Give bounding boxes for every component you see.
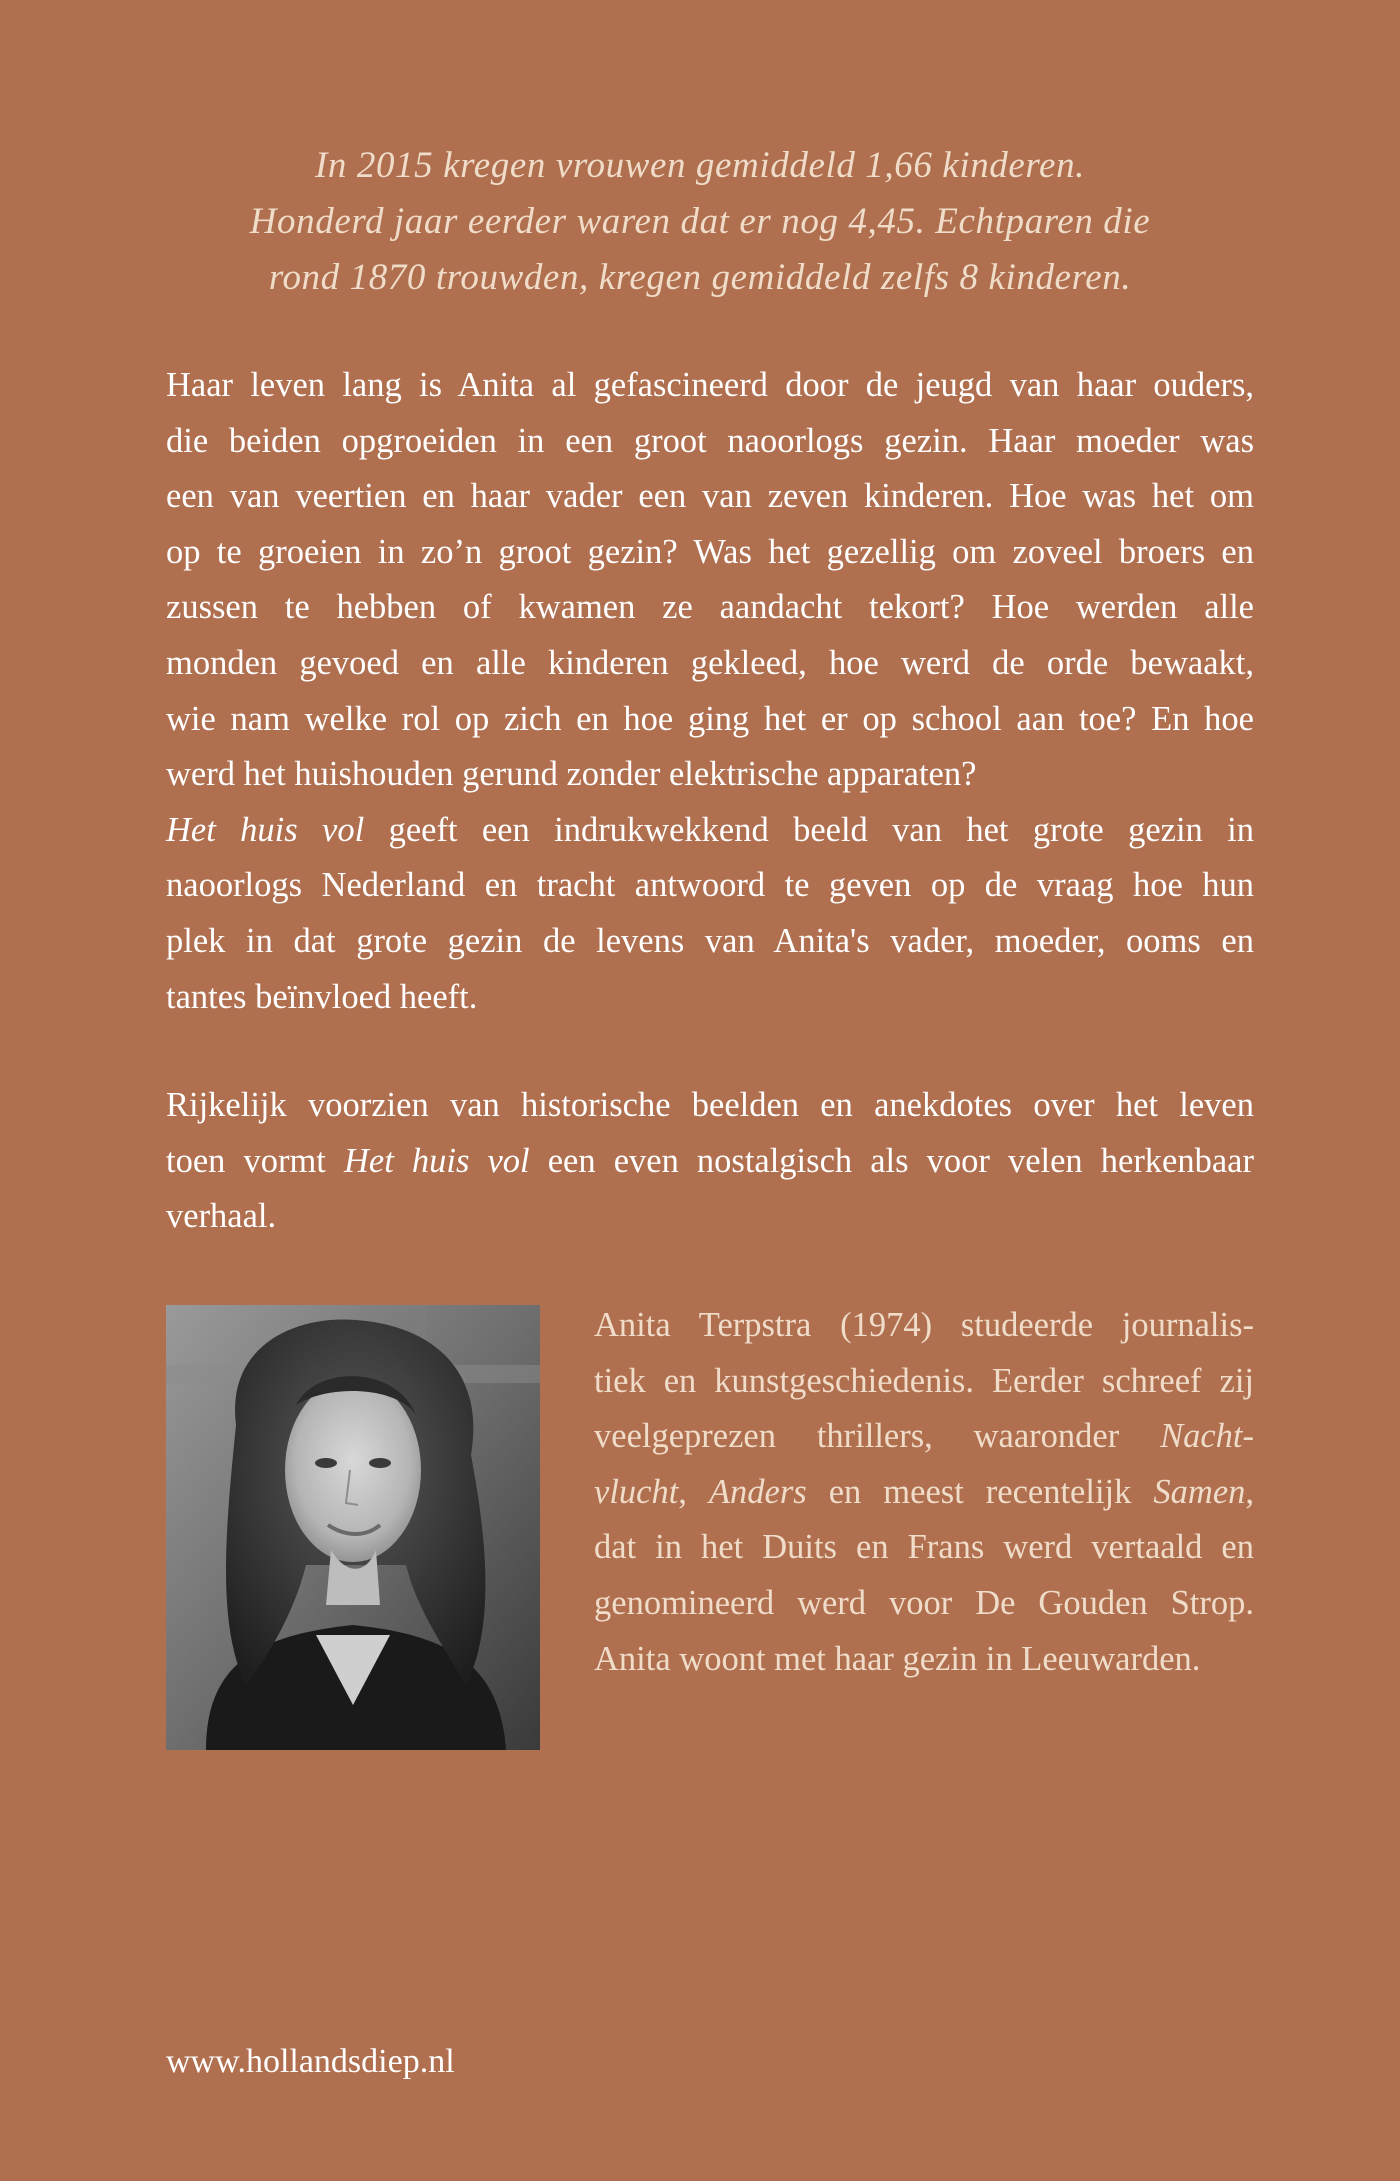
text-line: genomineerd werd voor De Gouden Strop. (594, 1583, 1254, 1622)
author-photo (166, 1305, 540, 1750)
text-line: Anita woont met haar gezin in Leeuwarden. (594, 1639, 1201, 1678)
quote-line: rond 1870 trouwden, kregen gemiddeld zelfs 8 kinderen. (268, 257, 1132, 298)
text-line: Anita Terpstra (1974) studeerde journalis- (594, 1306, 1254, 1344)
author-portrait-image (166, 1305, 540, 1750)
intro-quote (166, 138, 1234, 306)
text-line: een van veertien en haar vader een van zeven kinderen. Hoe was het om (166, 477, 1254, 516)
text-line: tantes beïnvloed heeft. (166, 977, 478, 1016)
text-line: Haar leven lang is Anita al gefascineerd door de jeugd van haar ouders, (166, 366, 1254, 404)
text-fragment: , (1245, 1472, 1255, 1511)
text-fragment: en meest recentelijk (806, 1472, 1154, 1511)
text-line: plek in dat grote gezin de levens van Anita's vader, moeder, ooms en (166, 921, 1254, 960)
text-line (166, 1134, 1254, 1190)
text-fragment: geeft een indrukwekkend beeld van het grote gezin in (364, 810, 1254, 849)
description-paragraph (166, 358, 1254, 1025)
text-line: Rijkelijk voorzien van historische beelden en anekdotes over het leven (166, 1086, 1254, 1124)
text-fragment: een even nostalgisch als voor velen herkenbaar (529, 1141, 1254, 1180)
text-line (594, 1409, 1254, 1465)
text-line: naoorlogs Nederland en tracht antwoord te geven op de vraag hoe hun (166, 866, 1254, 905)
text-fragment: , (678, 1472, 709, 1511)
text-line: op te groeien in zo’n groot gezin? Was het gezellig om zoveel broers en (166, 532, 1254, 571)
book-title: Nacht- (1160, 1417, 1254, 1456)
book-title: Samen (1153, 1472, 1246, 1511)
author-bio (594, 1298, 1254, 1687)
text-fragment: toen vormt (166, 1141, 344, 1180)
text-line: tiek en kunstgeschiedenis. Eerder schreef zij (594, 1361, 1254, 1400)
text-line: dat in het Duits en Frans werd vertaald en (594, 1528, 1254, 1567)
book-title: Het huis vol (343, 1141, 530, 1180)
text-line: verhaal. (166, 1197, 277, 1236)
text-line: werd het huishouden gerund zonder elektrische apparaten? (166, 755, 977, 794)
publisher-website-link[interactable]: www.hollandsdiep.nl (166, 2043, 455, 2080)
text-line: monden gevoed en alle kinderen gekleed, hoe werd de orde bewaakt, (166, 643, 1254, 682)
text-line: die beiden opgroeiden in een groot naoorlogs gezin. Haar moeder was (166, 421, 1254, 460)
text-line: zussen te hebben of kwamen ze aandacht tekort? Hoe werden alle (166, 588, 1254, 627)
text-line (166, 803, 1254, 859)
book-title: Het huis vol (166, 810, 365, 849)
book-title: Anders (708, 1472, 807, 1511)
text-fragment: veelgeprezen thrillers, waaronder (594, 1417, 1161, 1456)
quote-line: In 2015 kregen vrouwen gemiddeld 1,66 kinderen. (314, 145, 1086, 186)
book-title: vlucht (594, 1472, 679, 1511)
summary-paragraph (166, 1078, 1254, 1245)
text-line: wie nam welke rol op zich en hoe ging het er op school aan toe? En hoe (166, 699, 1254, 738)
text-line (594, 1465, 1254, 1521)
quote-line: Honderd jaar eerder waren dat er nog 4,45. Echtparen die (249, 201, 1151, 242)
